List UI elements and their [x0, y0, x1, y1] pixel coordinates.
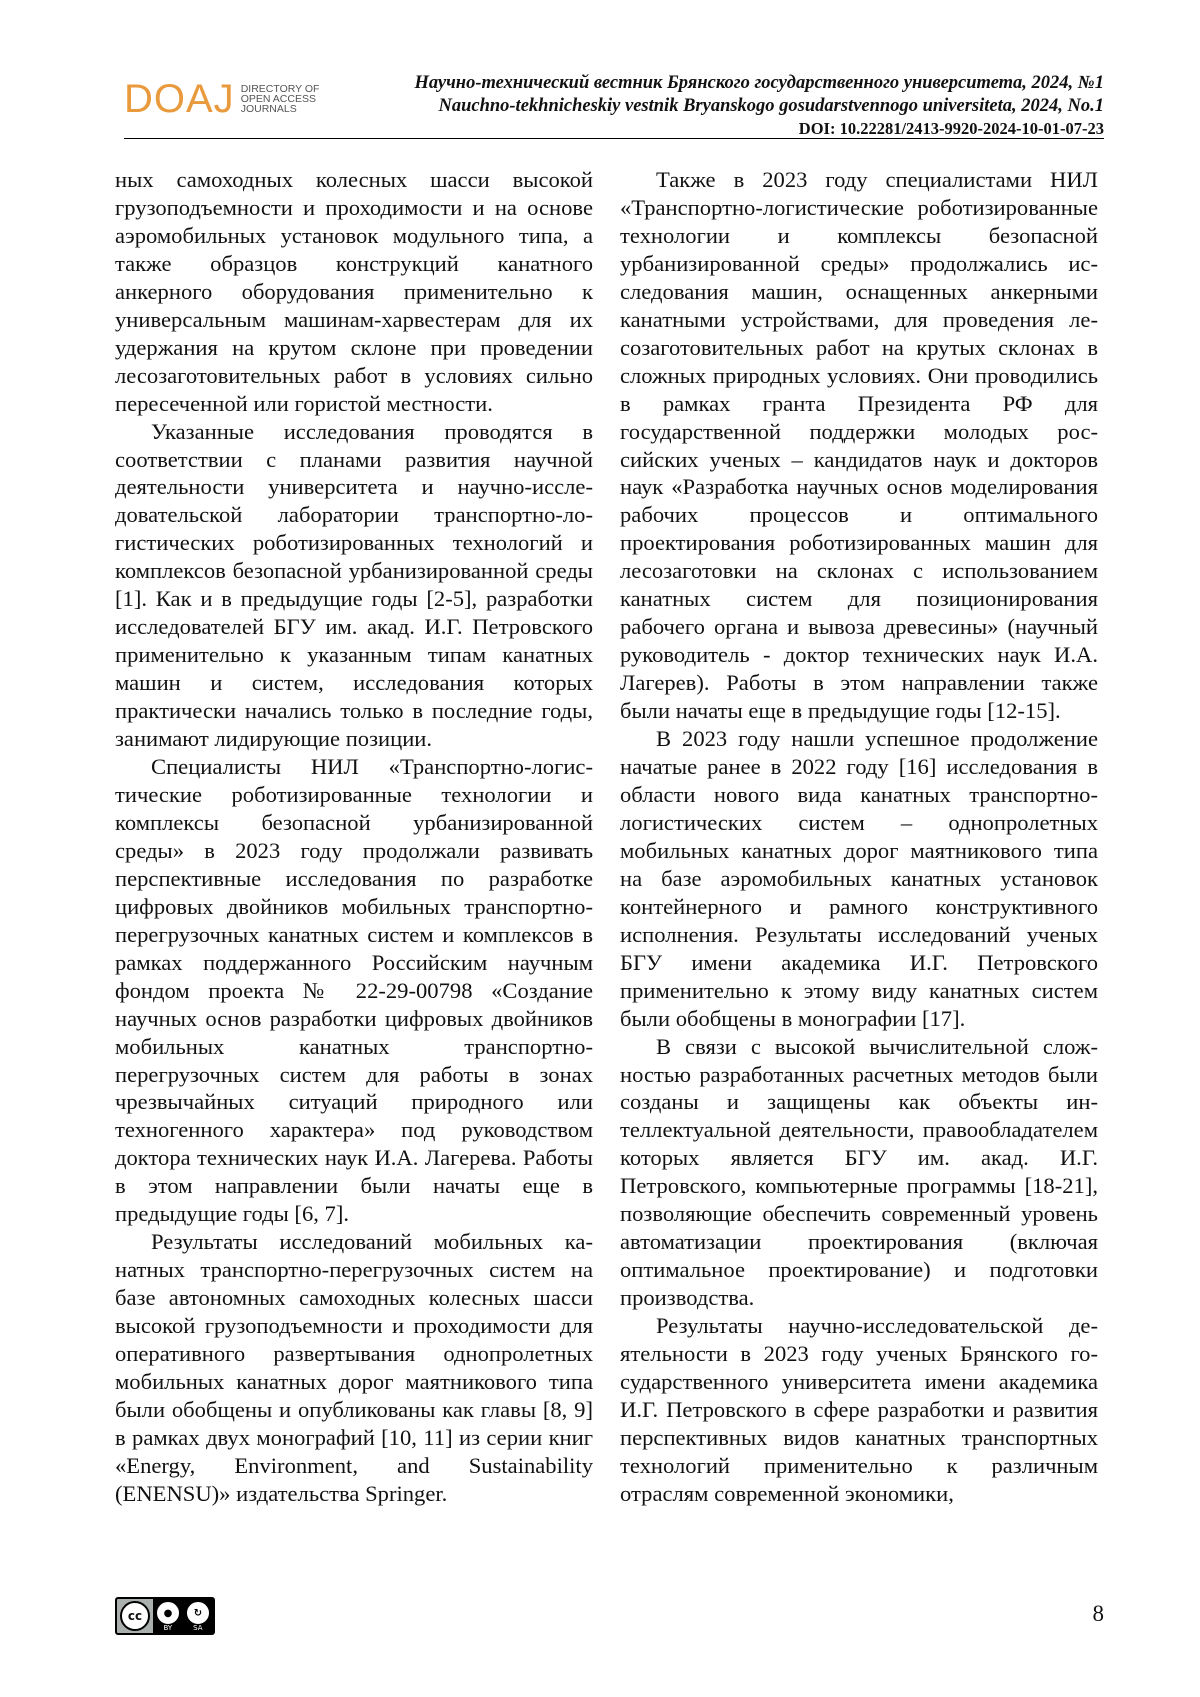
paragraph: Результаты исследований мобильных канатных транспортно-перегрузочных систем на базе автономных самоходных колесных шасси высокой грузоподъемности и проходимости для оперативного развертывания однопролетных мобильных канатных дорог маятникового типа были обобщены и опубликованы как главы [8, 9] в рамках двух монографий [10, 11] из серии книг «Energy, Environment, and Sustainability (ENENSU)» издательства Springer. [115, 1229, 593, 1506]
right-column [620, 166, 1098, 1508]
cc-icon: cc [120, 1601, 150, 1631]
left-column [115, 166, 593, 1508]
journal-info [414, 72, 1104, 139]
license-labels [153, 1624, 213, 1632]
doaj-logo-subtitle: DIRECTORY OF OPEN ACCESS JOURNALS [240, 83, 320, 115]
cc-by-sa-license-badge[interactable] [115, 1597, 215, 1635]
paragraph: Специалисты НИЛ «Транспортно-логистические роботизированные технологии и комплексы безопасной урбанизированной среды» в 2023 году продолжали развивать перспективные исследования по разработке цифровых двойников мобильных транспортно-перегрузочных канатных систем и комплексов в рамках поддержанного Российским научным фондом проекта № 22-29-00798 «Создание научных основ разработки цифровых двойников мобильных канатных транспортно-перегрузочных систем для работы в зонах чрезвычайных ситуаций природного или техногенного характера» под руководством доктора технических наук И.А. Лагерева. Работы в этом направлении были начаты еще в предыдущие годы [6, 7]. [115, 754, 593, 1227]
paragraph: Также в 2023 году специалистами НИЛ «Транспортно-логистические роботизированные технологии и комплексы безопасной урбанизированной среды» продолжались исследования машин, оснащенных анкерными канатными устройствами, для проведения лесозаготовительных работ на крутых склонах в сложных природных условиях. Они проводились в рамках гранта Президента РФ для государственной поддержки молодых российских ученых – кандидатов наук и докторов наук «Разработка научных основ моделирования рабочих процессов и оптимального проектирования роботизированных машин для лесозаготовки на склонах с использованием канатных систем для позиционирования рабочего органа и вывоза древесины» (научный руководитель - доктор технических наук И.А. Лагерев). Работы в этом направлении также были начаты еще в предыдущие годы [12-15]. [620, 167, 1098, 724]
page-number: 8 [1092, 1601, 1104, 1626]
doaj-logo-mark: DOAJ [124, 77, 235, 121]
by-attribution-icon: ● [157, 1602, 179, 1624]
doi[interactable]: DOI: 10.22281/2413-9920-2024-10-01-07-23 [798, 119, 1104, 138]
doaj-logo[interactable] [124, 76, 319, 122]
paragraph: Указанные исследования проводятся в соответствии с планами развития научной деятельности университета и научно-исследовательской лаборатории транспортно-логистических роботизированных технологий и комплексов безопасной урбанизированной среды [1]. Как и в предыдущие годы [2-5], разработки исследователей БГУ им. акад. И.Г. Петровского применительно к указанным типам канатных машин и систем, исследования которых практически начались только в последние годы, занимают лидирующие позиции. [115, 418, 593, 752]
license-sa-label: SA [193, 1624, 203, 1632]
journal-title-translit: Nauchno-tekhnicheskiy vestnik Bryanskogo gosudarstvennogo universiteta, 2024, No.1 [438, 96, 1104, 116]
paragraph: Результаты научно-исследовательской деятельности в 2023 году ученых Брянского государственного университета имени академика И.Г. Петровского в сфере разработки и развития перспективных видов канатных транспортных технологий применительно к различным отраслям современной экономики, [620, 1313, 1098, 1506]
paragraph: ных самоходных колесных шасси высокой грузоподъемности и проходимости и на основе аэромобильных установок модульного типа, а также образцов конструкций канатного анкерного оборудования применительно к универсальным машинам-харвестерам для их удержания на крутом склоне при проведении лесозаготовительных работ в условиях сильно пересеченной или гористой местности. [115, 167, 593, 416]
sa-share-alike-icon: ↻ [187, 1602, 209, 1624]
license-by-label: BY [163, 1624, 173, 1632]
paragraph: В 2023 году нашли успешное продолжение начатые ранее в 2022 году [16] исследования в области нового вида канатных транспортно-логистических систем – однопролетных мобильных канатных дорог маятникового типа на базе аэромобильных канатных установок контейнерного и рамного конструктивного исполнения. Результаты исследований ученых БГУ имени академика И.Г. Петровского применительно к этому виду канатных систем были обобщены в монографии [17]. [620, 726, 1098, 1031]
page-header [124, 66, 1104, 142]
header-divider [124, 138, 1104, 139]
paragraph: В связи с высокой вычислительной сложностью разработанных расчетных методов были созданы и защищены как объекты интеллектуальной деятельности, правообладателем которых является БГУ им. акад. И.Г. Петровского, компьютерные программы [18-21], позволяющие обеспечить современный уровень автоматизации проектирования (включая оптимальное проектирование) и подготовки производства. [620, 1033, 1098, 1311]
journal-title-ru: Научно-технический вестник Брянского государственного университета, 2024, №1 [414, 73, 1104, 93]
